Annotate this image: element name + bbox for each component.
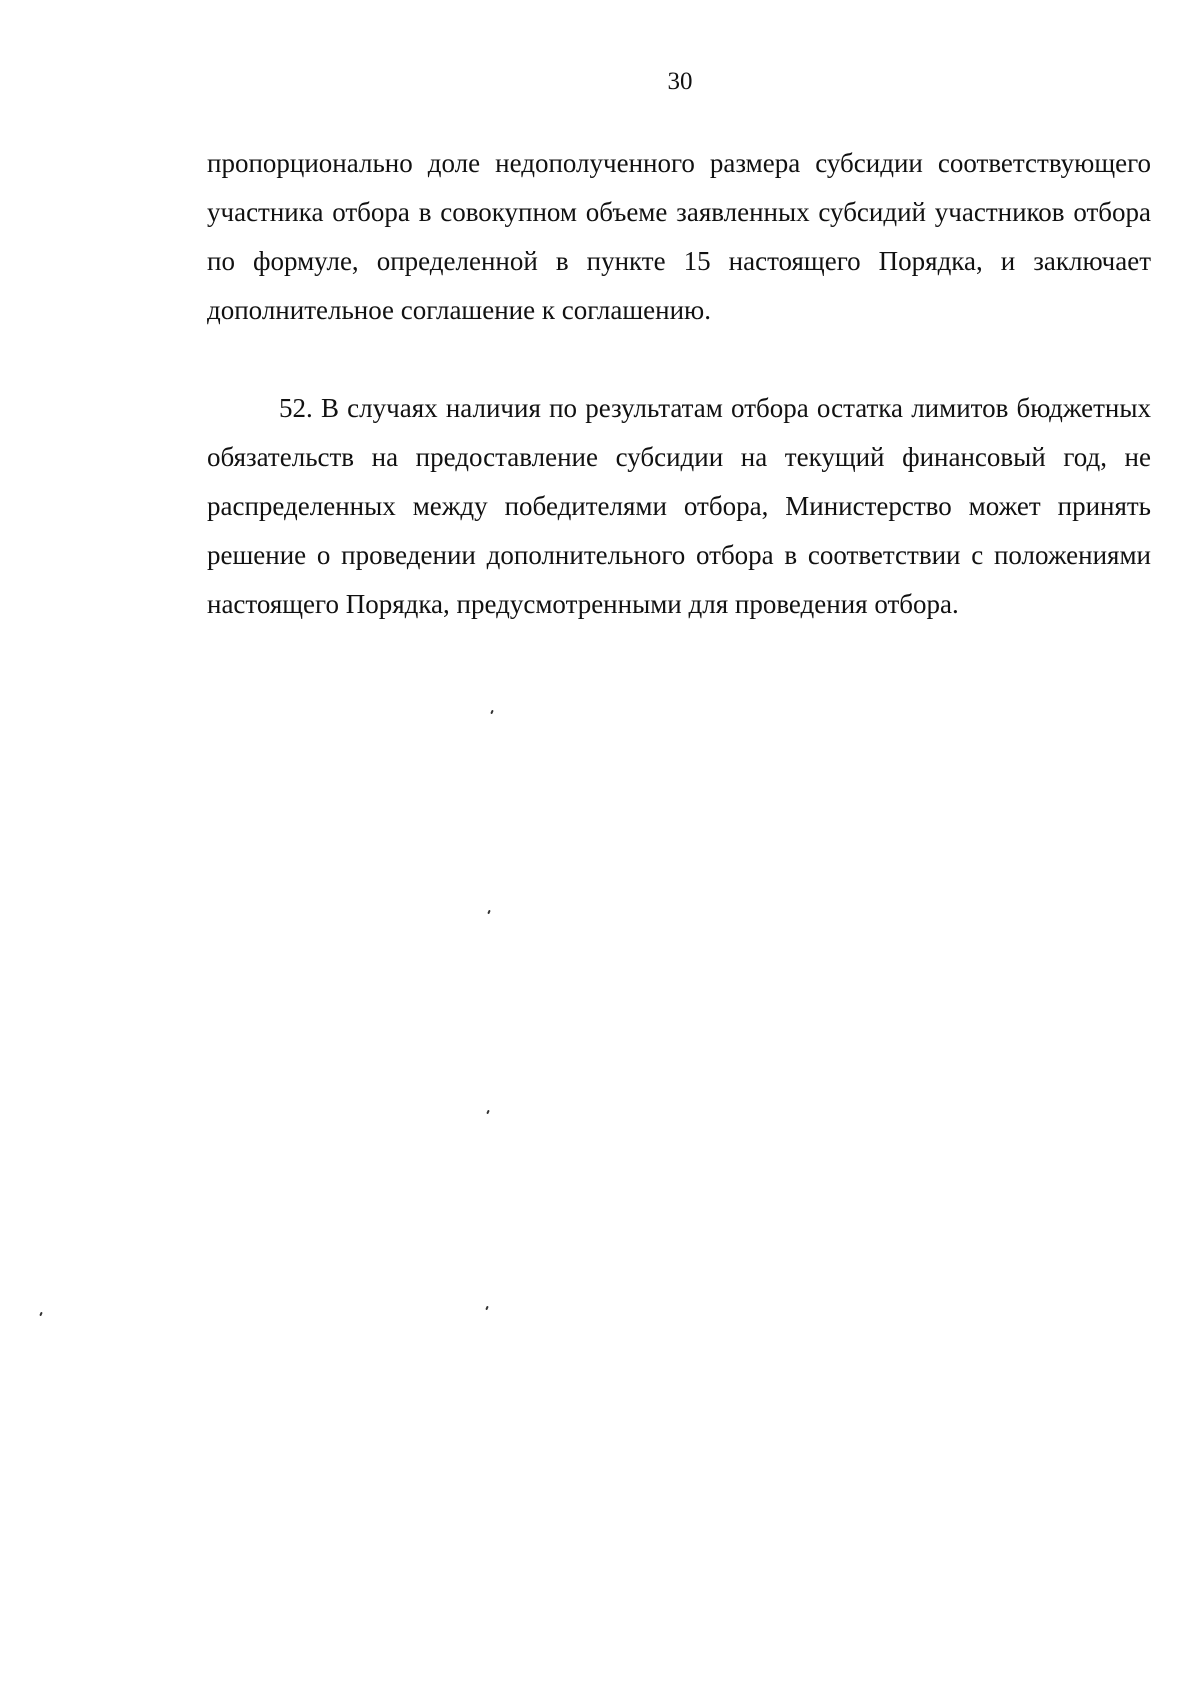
page-number: 30 xyxy=(667,68,693,95)
scan-speck xyxy=(485,1306,489,1310)
scan-speck xyxy=(39,1312,43,1316)
scan-speck xyxy=(490,710,494,714)
scan-speck xyxy=(486,1110,490,1114)
paragraph-continuation: пропорционально доле недополученного размера субсидии соответствующего участника отбора в совокупном объеме заявленных субсидий участников отбора по формуле, определенной в пункте 15 настоящего Порядка, и заключает дополнительное соглашение к соглашению. xyxy=(207,148,1151,325)
scan-speck xyxy=(487,910,491,914)
paragraph-52: 52. В случаях наличия по результатам отбора остатка лимитов бюджетных обязательств на предоставление субсидии на текущий финансовый год, не распределенных между победителями отбора, Министерство может принять решение о проведении дополнительного отбора в соответствии с положениями настоящего Порядка, предусмотренными для проведения отбора. xyxy=(207,393,1151,619)
